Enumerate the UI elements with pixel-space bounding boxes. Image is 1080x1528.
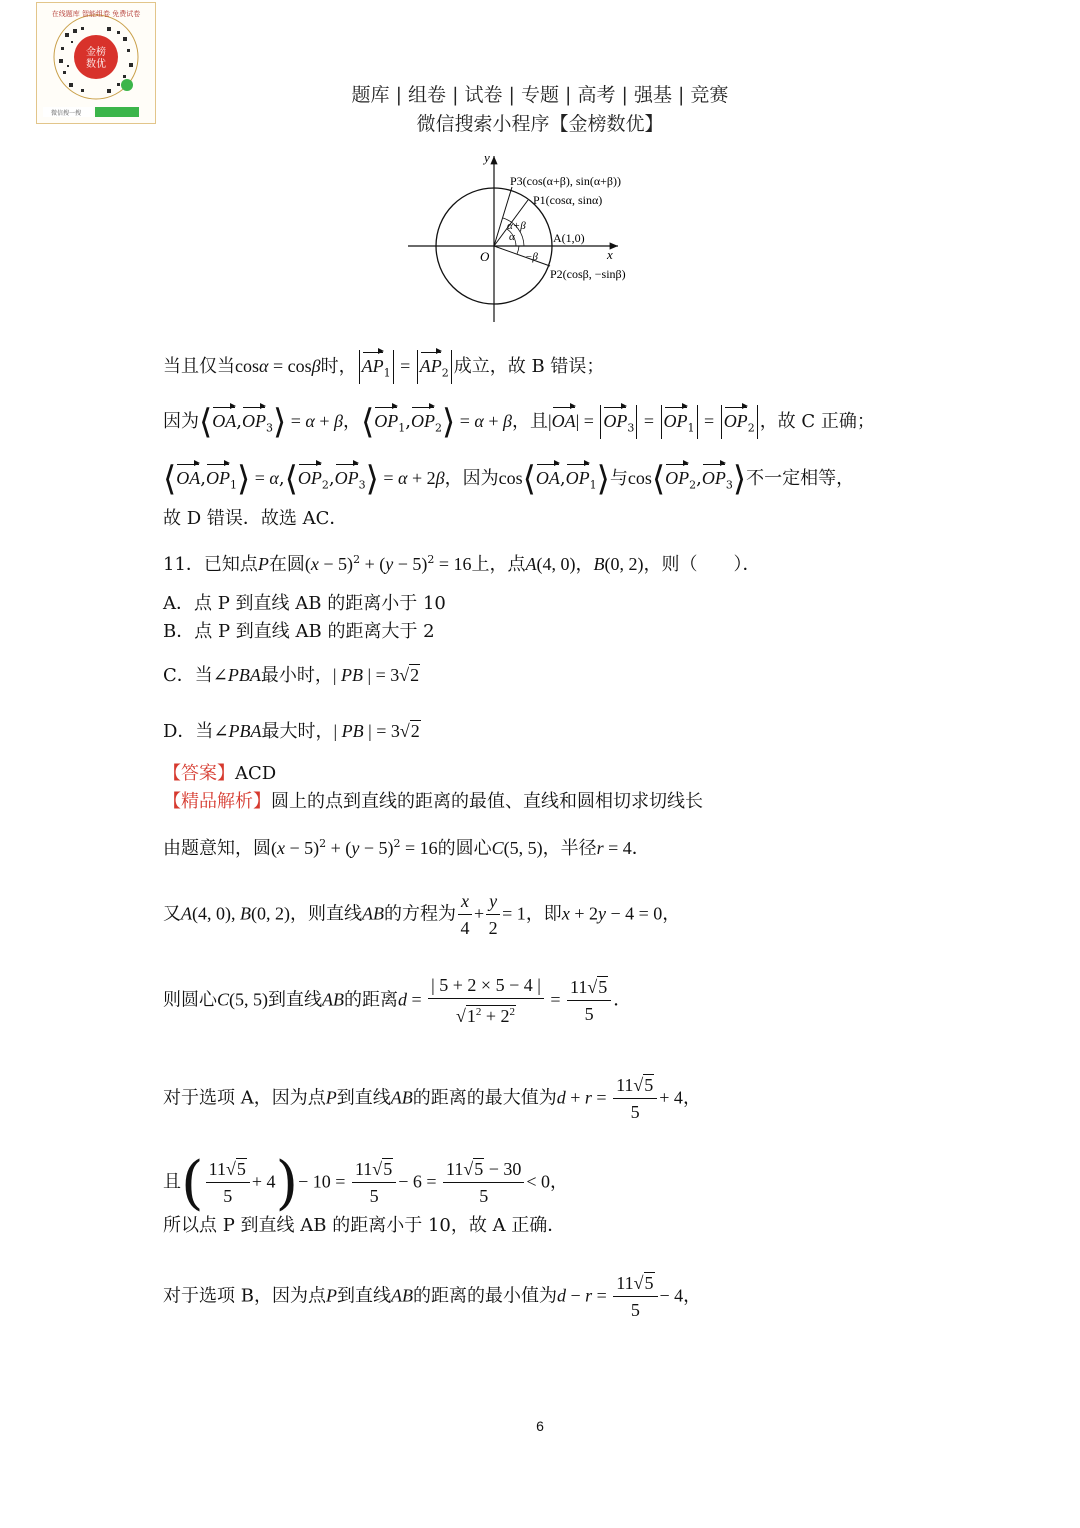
svg-text:O: O bbox=[480, 249, 490, 264]
analysis-line: 【精品解析】圆上的点到直线的距离的最值、直线和圆相切求切线长 bbox=[163, 791, 703, 812]
unit-circle-figure bbox=[400, 150, 680, 325]
option-b: B．点 P 到直线 AB 的距离大于 2 bbox=[163, 621, 435, 642]
solution-line-4: 故 D 错误．故选 AC． bbox=[163, 508, 348, 529]
svg-text:α: α bbox=[509, 231, 515, 243]
svg-text:金榜: 金榜 bbox=[86, 47, 106, 58]
svg-text:α+β: α+β bbox=[507, 220, 526, 232]
page-number: 6 bbox=[536, 1418, 544, 1434]
analysis-tag: 【精品解析】 bbox=[163, 791, 271, 812]
svg-text:x: x bbox=[607, 247, 613, 262]
step-4: 对于选项 A，因为点P到直线AB的距离的最大值为d + r = $\frac{11√5}{5}$ + 4， bbox=[163, 1072, 701, 1125]
answer-tag: 【答案】 bbox=[163, 763, 235, 784]
header-wechat: 微信搜索小程序【金榜数优】 bbox=[416, 113, 664, 135]
svg-text:微信搜一搜: 微信搜一搜 bbox=[51, 110, 82, 117]
step-6: 所以点 P 到直线 AB 的距离小于 10，故 A 正确． bbox=[163, 1215, 566, 1236]
solution-line-2: 因为$⟨OA,OP_3⟩ = \alpha + \beta$，$⟨OP_1,OP_2⟩ = \alpha + \beta$，且$|OA| = OP_3 = OP_1 = OP_2$ ，故 C 正确； bbox=[163, 402, 875, 442]
step-2: 又A(4, 0), B(0, 2)，则直线AB的方程为 $\frac{x}{4}$ + $\frac{y}{2}$ = 1，即x + 2y − 4 = 0， bbox=[163, 888, 680, 941]
solution-line-1: 当且仅当cosα = cosβ时， $AP_1 = AP_2$ 成立，故 B 错误； bbox=[163, 350, 604, 386]
step-7: 对于选项 B，因为点P到直线AB的距离的最小值为d − r = $\frac{11√5}{5}$ − 4， bbox=[163, 1270, 701, 1323]
svg-text:y: y bbox=[484, 150, 490, 165]
svg-text:在线题库 智能组卷 免费试卷: 在线题库 智能组卷 免费试卷 bbox=[51, 10, 141, 18]
step-1: 由题意知，圆$(x - 5)^2 + (y - 5)^2 = 16$的圆心C(5, 5)，半径r = 4． bbox=[163, 837, 650, 859]
svg-text:P2(cosβ, −sinβ): P2(cosβ, −sinβ) bbox=[550, 267, 626, 281]
svg-text:P3(cos(α+β), sin(α+β)): P3(cos(α+β), sin(α+β)) bbox=[510, 174, 621, 188]
header-nav: 题库 | 组卷 | 试卷 | 专题 | 高考 | 强基 | 竞赛 bbox=[351, 84, 729, 106]
option-d: D．当∠PBA最大时，| PB | = 3√2 bbox=[163, 721, 420, 742]
step-5: 且( $\frac{11√5}{5}$ + 4)− 10 = $\frac{11√5}{5}$ − 6 = $\frac{11√5 - 30}{5}$ < 0， bbox=[163, 1148, 569, 1217]
svg-text:A(1,0): A(1,0) bbox=[553, 231, 585, 245]
option-c: C．当∠PBA最小时，| PB | = 3√2 bbox=[163, 665, 420, 686]
svg-text:数优: 数优 bbox=[86, 59, 106, 70]
svg-text:P1(cosα, sinα): P1(cosα, sinα) bbox=[533, 193, 603, 207]
option-a: A．点 P 到直线 AB 的距离小于 10 bbox=[163, 593, 446, 614]
solution-line-3: $⟨OA,OP_1⟩$ = $\alpha,⟨OP_2,OP_3⟩ = \alpha + 2\beta$，因为$\cos⟨OA,OP_1⟩$与$\cos⟨OP_2,OP_3⟩$不一定相等， bbox=[163, 459, 855, 499]
step-3: 则圆心C(5, 5)到直线AB的距离d = $\frac{| 5 + 2 \times 5 - 4 |}{√1^2 + 2^2}$ = $\frac{11√5}{5}$ ． bbox=[163, 972, 631, 1029]
question-11: 11．已知点P在圆$(x - 5)^2 + (y - 5)^2 = 16$上，点A(4, 0)，B(0, 2)，则（ ）． bbox=[163, 553, 761, 575]
answer-line: 【答案】ACD bbox=[163, 763, 277, 784]
svg-text:−β: −β bbox=[525, 251, 538, 263]
ray-op2 bbox=[494, 246, 550, 266]
